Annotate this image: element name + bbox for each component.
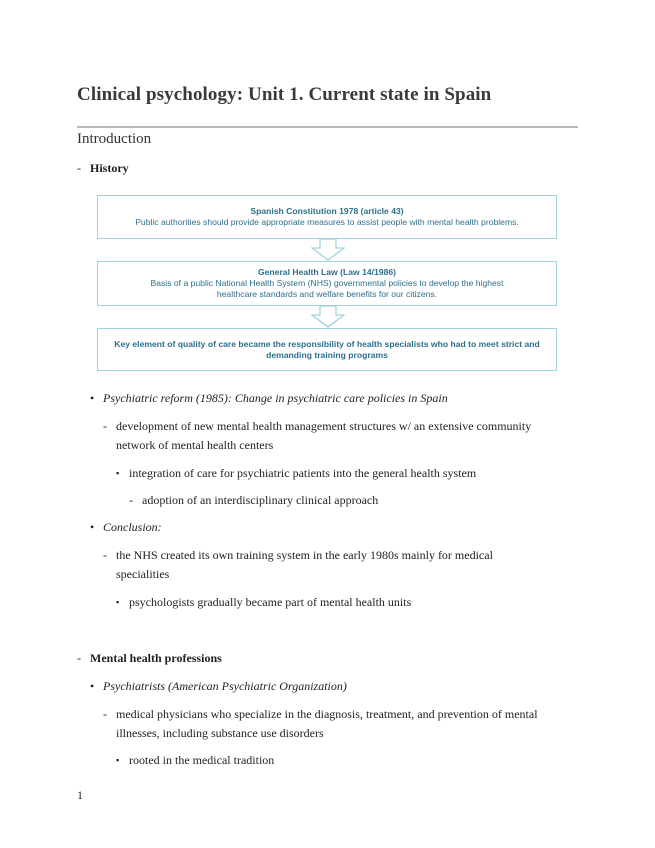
reform-item: Psychiatric reform (1985): Change in psychiatric care policies in Spain	[103, 391, 448, 405]
dash-marker: -	[103, 419, 107, 433]
flow-box-title: Spanish Constitution 1978 (article 43)	[250, 206, 404, 216]
bullet-marker: •	[90, 520, 95, 534]
flow-box-quality-of-care	[97, 328, 557, 371]
dash-marker: -	[77, 651, 81, 665]
conclusion-sub-sub-item: psychologists gradually became part of mental health units	[129, 595, 412, 609]
psychiatrists-sub-item-cont: illnesses, including substance use disorders	[116, 726, 324, 740]
flow-box-text: Public authorities should provide appropriate measures to assist people with mental health problems.	[135, 217, 519, 227]
reform-sub-item: development of new mental health management structures w/ an extensive community	[116, 419, 532, 433]
section-title: Introduction	[77, 131, 152, 147]
reform-deep-item: adoption of an interdisciplinary clinical approach	[142, 493, 379, 507]
dash-marker: -	[77, 161, 81, 175]
history-heading: History	[90, 161, 129, 175]
down-arrow-icon	[311, 306, 345, 328]
reform-sub-sub-item: integration of care for psychiatric patients into the general health system	[129, 466, 477, 480]
dash-marker: -	[129, 493, 133, 507]
professions-heading: Mental health professions	[90, 651, 222, 665]
dash-marker: -	[103, 707, 107, 721]
flow-box-title: General Health Law (Law 14/1986)	[257, 267, 397, 277]
down-arrow-icon	[311, 239, 345, 261]
conclusion-sub-item: the NHS created its own training system in the early 1980s mainly for medical	[116, 548, 493, 562]
title-divider	[77, 126, 578, 128]
psychiatrists-sub-sub-item: rooted in the medical tradition	[129, 753, 275, 767]
page-title: Clinical psychology: Unit 1. Current state in Spain	[77, 84, 492, 105]
bullet-marker: •	[90, 391, 95, 405]
page-number: 1	[77, 788, 83, 802]
psychiatrists-sub-item: medical physicians who specialize in the diagnosis, treatment, and prevention of mental	[116, 707, 538, 721]
bullet-marker: •	[90, 679, 95, 693]
flow-box-text: Basis of a public National Health System (NHS) governmental policies to develop the highest healthcare standards and welfare benefits for our citizens.	[150, 278, 504, 299]
psychiatrists-item: Psychiatrists (American Psychiatric Organization)	[103, 679, 347, 693]
reform-sub-item-cont: network of mental health centers	[116, 438, 274, 452]
small-bullet-marker: ▪	[116, 468, 120, 478]
small-bullet-marker: ▪	[116, 597, 120, 607]
conclusion-sub-item-cont: specialities	[116, 567, 170, 581]
flow-box-text: Key element of quality of care became the responsibility of health specialists who had to meet strict and demanding training programs	[114, 338, 540, 360]
small-bullet-marker: ▪	[116, 755, 120, 765]
dash-marker: -	[103, 548, 107, 562]
flow-box-health-law	[97, 261, 557, 306]
flow-box-constitution	[97, 195, 557, 239]
conclusion-item: Conclusion:	[103, 520, 162, 534]
